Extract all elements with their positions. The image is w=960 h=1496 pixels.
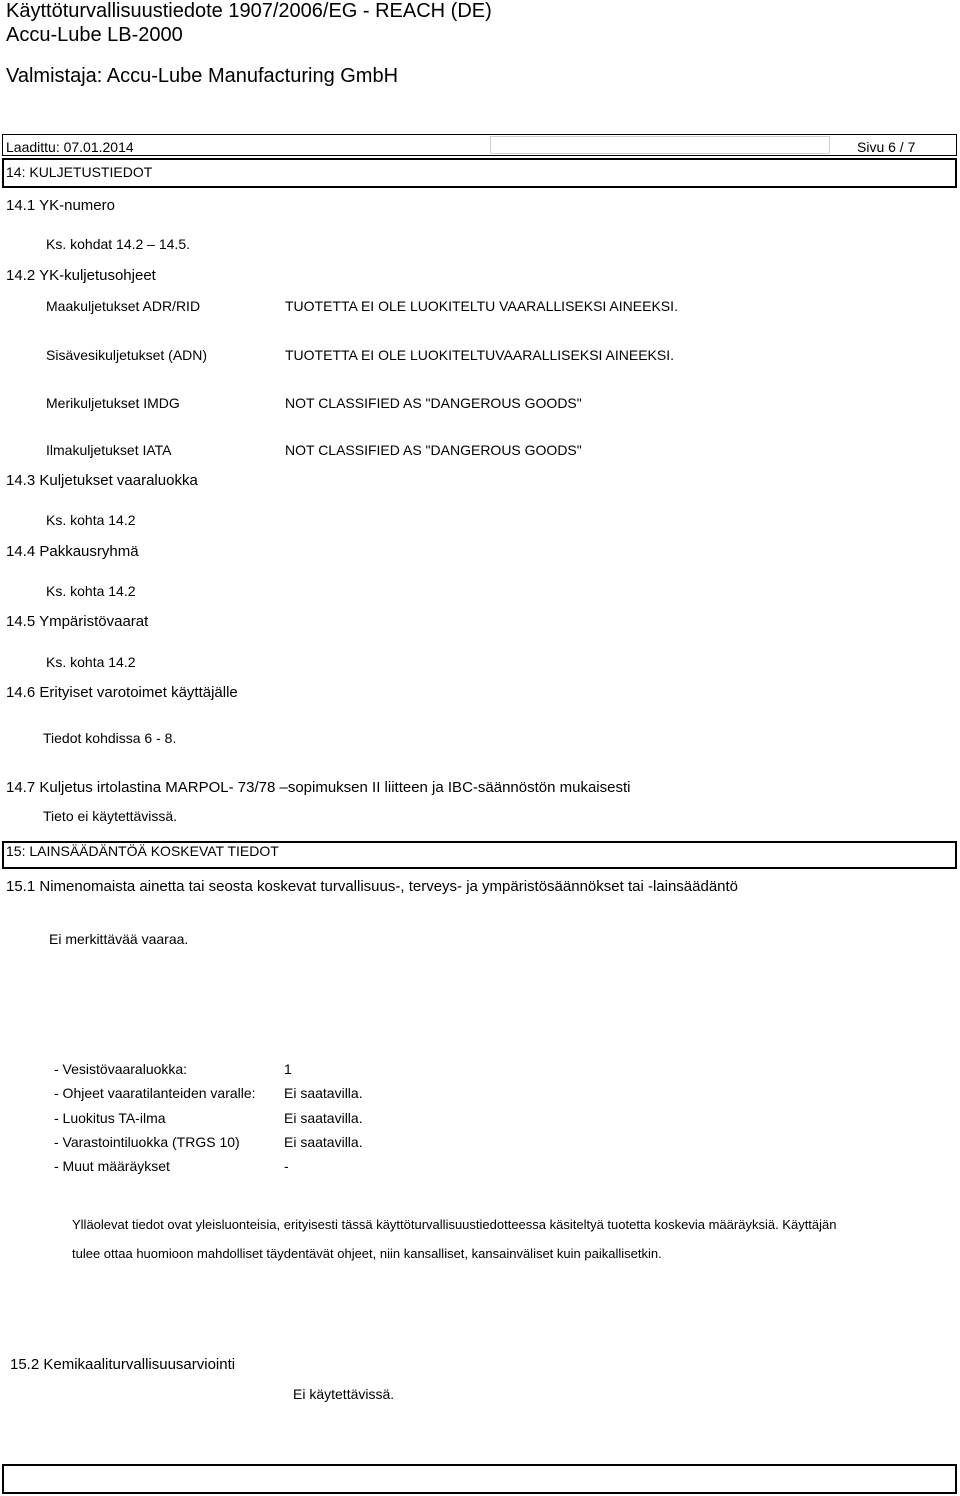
regulation-note-line-2: tulee ottaa huomioon mahdolliset täydentävät ohjeet, niin kansalliset, kansainväliset kuin paikallisetkin.: [72, 1246, 662, 1261]
subsection-14-5-title: 14.5 Ympäristövaarat: [6, 613, 149, 630]
subsection-14-6-title: 14.6 Erityiset varotoimet käyttäjälle: [6, 684, 238, 701]
footer-box: [2, 1464, 957, 1494]
transport-mode-value: TUOTETTA EI OLE LUOKITELTU VAARALLISEKSI AINEEKSI.: [285, 298, 678, 314]
regulation-item-value: 1: [284, 1061, 292, 1077]
subsection-14-4-title: 14.4 Pakkausryhmä: [6, 543, 139, 560]
transport-mode-value: NOT CLASSIFIED AS "DANGEROUS GOODS": [285, 395, 582, 411]
regulation-item-label: - Luokitus TA-ilma: [54, 1110, 166, 1126]
section-15-heading: 15: LAINSÄÄDÄNTÖÄ KOSKEVAT TIEDOT: [6, 843, 279, 859]
transport-mode-label: Maakuljetukset ADR/RID: [46, 298, 201, 314]
transport-mode-label: Merikuljetukset IMDG: [46, 395, 180, 411]
regulation-item-label: - Muut määräykset: [54, 1158, 170, 1174]
transport-mode-label: Ilmakuljetukset IATA: [46, 442, 172, 458]
transport-mode-label: Sisävesikuljetukset (ADN): [46, 347, 208, 363]
subsection-14-1-title: 14.1 YK-numero: [6, 197, 115, 214]
page-number: Sivu 6 / 7: [857, 139, 916, 155]
subsection-15-1-text: Ei merkittävää vaaraa.: [49, 931, 189, 947]
transport-mode-value: TUOTETTA EI OLE LUOKITELTUVAARALLISEKSI AINEEKSI.: [285, 347, 675, 363]
regulation-item-label: - Vesistövaaraluokka:: [54, 1061, 188, 1077]
subsection-14-3-title: 14.3 Kuljetukset vaaraluokka: [6, 472, 198, 489]
subsection-14-7-title: 14.7 Kuljetus irtolastina MARPOL- 73/78 –sopimuksen II liitteen ja IBC-säännöstön mukaisesti: [6, 779, 631, 796]
manufacturer: Valmistaja: Accu-Lube Manufacturing GmbH: [6, 65, 399, 87]
subsection-15-1-title: 15.1 Nimenomaista ainetta tai seosta koskevat turvallisuus-, terveys- ja ympäristösäännökset tai -lainsäädäntö: [6, 878, 739, 895]
subsection-14-1-text: Ks. kohdat 14.2 – 14.5.: [46, 236, 190, 252]
regulation-item-value: Ei saatavilla.: [284, 1110, 363, 1126]
regulation-item-value: Ei saatavilla.: [284, 1134, 363, 1150]
section-14-heading: 14: KULJETUSTIEDOT: [6, 164, 153, 180]
subsection-15-2-title: 15.2 Kemikaaliturvallisuusarviointi: [10, 1356, 236, 1373]
subsection-15-2-text: Ei käytettävissä.: [293, 1386, 395, 1402]
subsection-14-6-text: Tiedot kohdissa 6 - 8.: [43, 730, 177, 746]
regulation-item-value: -: [284, 1158, 289, 1174]
meta-row-cell: [490, 136, 830, 154]
subsection-14-3-text: Ks. kohta 14.2: [46, 512, 136, 528]
product-name: Accu-Lube LB-2000: [6, 24, 183, 46]
document-title: Käyttöturvallisuustiedote 1907/2006/EG - REACH (DE): [6, 0, 492, 22]
subsection-14-7-text: Tieto ei käytettävissä.: [43, 808, 178, 824]
regulation-item-label: - Ohjeet vaaratilanteiden varalle:: [54, 1085, 256, 1101]
subsection-14-5-text: Ks. kohta 14.2: [46, 654, 136, 670]
subsection-14-2-title: 14.2 YK-kuljetusohjeet: [6, 267, 156, 284]
regulation-note-line-1: Ylläolevat tiedot ovat yleisluonteisia, erityisesti tässä käyttöturvallisuustiedotteessa käsiteltyä tuotetta koskevia määräyksiä. Käyttäjän: [72, 1217, 837, 1232]
subsection-14-4-text: Ks. kohta 14.2: [46, 583, 136, 599]
regulation-item-label: - Varastointiluokka (TRGS 10): [54, 1134, 240, 1150]
issue-date: Laadittu: 07.01.2014: [6, 139, 134, 155]
transport-mode-value: NOT CLASSIFIED AS "DANGEROUS GOODS": [285, 442, 582, 458]
regulation-item-value: Ei saatavilla.: [284, 1085, 363, 1101]
